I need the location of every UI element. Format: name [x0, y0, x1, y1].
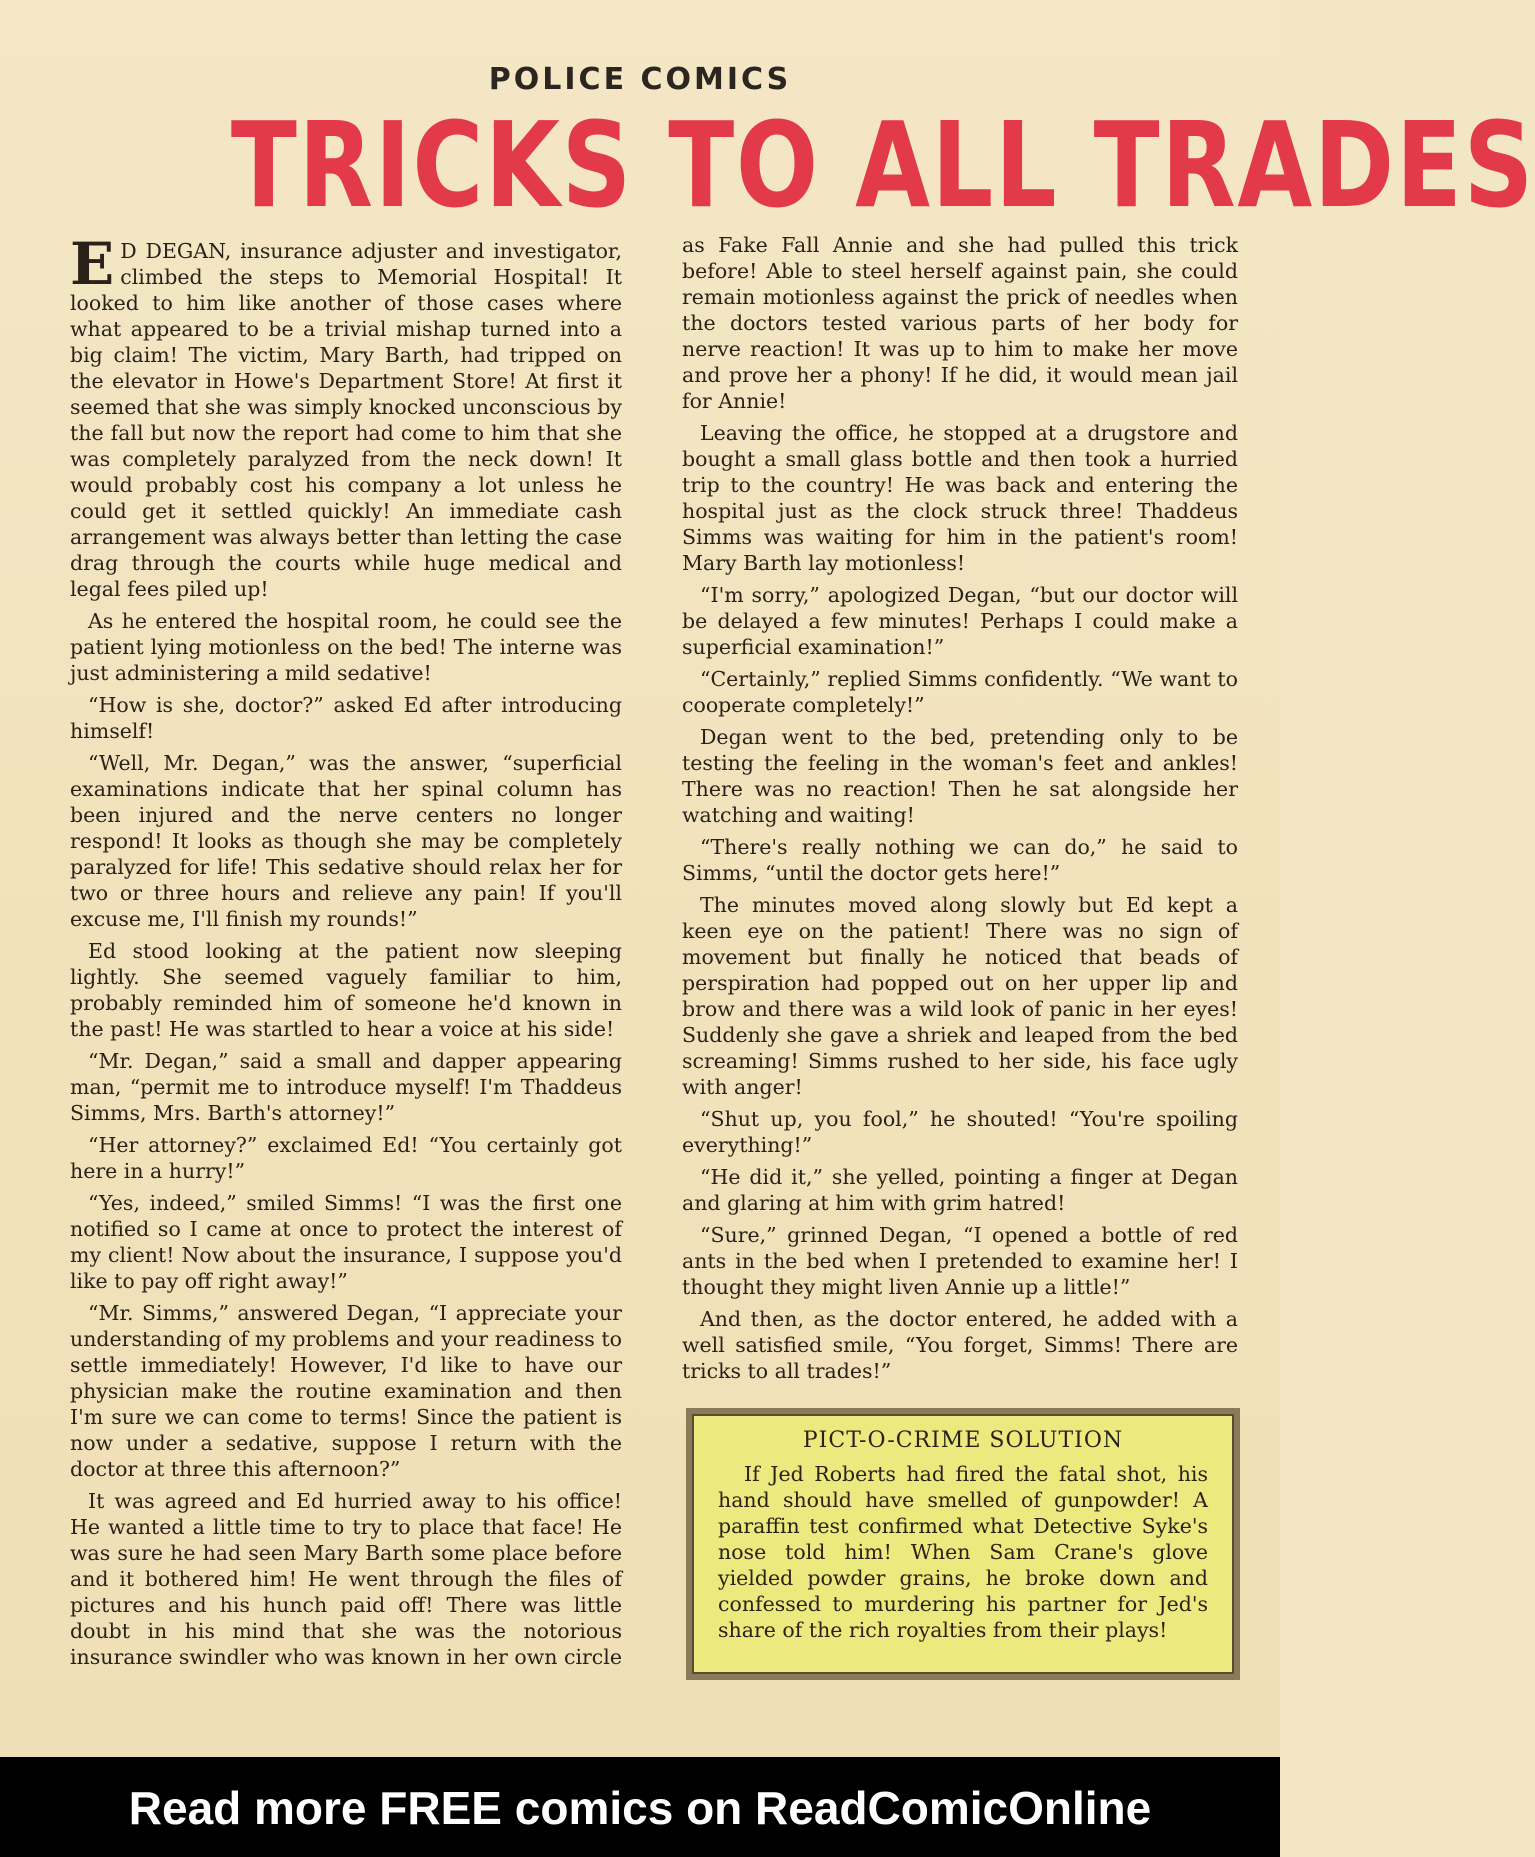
- story-column-left: [70, 230, 622, 1676]
- paragraph: Leaving the office, he stopped at a drugstore and bought a small glass bottle and then took a hurried trip to the country! He was back and entering the hospital just as the clock struck three! Thaddeus Simms was waiting for him in the patient's room! Mary Barth lay motionless!: [682, 421, 1238, 575]
- paragraph: It was agreed and Ed hurried away to his office! He wanted a little time to try to place that face! He was sure he had seen Mary Barth some place before and it bothered him! He went through the files of pictures and his hunch paid off! There was little doubt in his mind that she was the notorious insurance swindler who was known in her own circle: [70, 1489, 622, 1669]
- paragraph: “Her attorney?” exclaimed Ed! “You certainly got here in a hurry!”: [70, 1133, 622, 1183]
- solution-panel: [692, 1414, 1234, 1674]
- paragraph: Ed stood looking at the patient now sleeping lightly. She seemed vaguely familiar to him, probably reminded him of someone he'd known in the past! He was startled to hear a voice at his side!: [70, 939, 622, 1041]
- paragraph: Degan went to the bed, pretending only to be testing the feeling in the woman's feet and ankles! There was no reaction! Then he sat alongside her watching and waiting!: [682, 725, 1238, 827]
- paragraph: The minutes moved along slowly but Ed kept a keen eye on the patient! There was no sign of movement but finally he noticed that beads of perspiration had popped out on her upper lip and brow and there was a wild look of panic in her eyes! Suddenly she gave a shriek and leaped from the bed screaming! Simms rushed to her side, his face ugly with anger!: [682, 893, 1238, 1099]
- paragraph: As he entered the hospital room, he could see the patient lying motionless on the bed! The interne was just administering a mild sedative!: [70, 609, 622, 685]
- paragraph: And then, as the doctor entered, he added with a well satisfied smile, “You forget, Simms! There are tricks to all trades!”: [682, 1307, 1238, 1383]
- solution-text: If Jed Roberts had fired the fatal shot, his hand should have smelled of gunpowder! A paraffin test confirmed what Detective Syke's nose told him! When Sam Crane's glove yielded powder grains, he broke down and confessed to murdering his partner for Jed's share of the rich royalties from their plays!: [718, 1462, 1208, 1642]
- paragraph: “Yes, indeed,” smiled Simms! “I was the first one notified so I came at once to protect the interest of my client! Now about the insurance, I suppose you'd like to pay off right away!”: [70, 1191, 622, 1293]
- paragraph: “Sure,” grinned Degan, “I opened a bottle of red ants in the bed when I pretended to examine her! I thought they might liven Annie up a little!”: [682, 1223, 1238, 1299]
- paragraph: “Certainly,” replied Simms confidently. “We want to cooperate completely!”: [682, 667, 1238, 717]
- promo-banner[interactable]: [0, 1757, 1280, 1857]
- paragraph: as Fake Fall Annie and she had pulled this trick before! Able to steel herself against pain, she could remain motionless against the prick of needles when the doctors tested various parts of her body for nerve reaction! It was up to him to make her move and prove her a phony! If he did, it would mean jail for Annie!: [682, 233, 1238, 413]
- paragraph: “Well, Mr. Degan,” was the answer, “superficial examinations indicate that her spinal column has been injured and the nerve centers no longer respond! It looks as though she may be completely paralyzed for life! This sedative should relax her for two or three hours and relieve any pain! If you'll excuse me, I'll finish my rounds!”: [70, 751, 622, 931]
- paragraph: “I'm sorry,” apologized Degan, “but our doctor will be delayed a few minutes! Perhaps I could make a superficial examination!”: [682, 583, 1238, 659]
- paragraph: “He did it,” she yelled, pointing a finger at Degan and glaring at him with grim hatred!: [682, 1165, 1238, 1215]
- solution-heading: PICT-O-CRIME SOLUTION: [802, 1428, 1124, 1453]
- masthead: POLICE COMICS: [488, 62, 792, 97]
- paragraph: “Mr. Simms,” answered Degan, “I appreciate your understanding of my problems and your readiness to settle immediately! However, I'd like to have our physician make the routine examination and then I'm sure we can come to terms! Since the patient is now under a sedative, suppose I return with the doctor at three this afternoon?”: [70, 1301, 622, 1481]
- paragraph: E D DEGAN, insurance adjuster and investigator, climbed the steps to Memorial Hospital! It looked to him like another of those cases where what appeared to be a trivial mishap turned into a big claim! The victim, Mary Barth, had tripped on the elevator in Howe's Department Store! At first it seemed that she was simply knocked unconscious by the fall but now the report had come to him that she was completely paralyzed from the neck down! It would probably cost his company a lot unless he could get it settled quickly! An immediate cash arrangement was always better than letting the case drag through the courts while huge medical and legal fees piled up!: [70, 230, 622, 601]
- story-column-right: [682, 232, 1238, 1390]
- paragraph: “Mr. Degan,” said a small and dapper appearing man, “permit me to introduce myself! I'm Thaddeus Simms, Mrs. Barth's attorney!”: [70, 1049, 622, 1125]
- paragraph: “There's really nothing we can do,” he said to Simms, “until the doctor gets here!”: [682, 835, 1238, 885]
- story-title: TRICKS TO ALL TRADES: [230, 96, 1535, 234]
- pict-o-crime-solution-box: [686, 1408, 1240, 1680]
- paragraph: “How is she, doctor?” asked Ed after introducing himself!: [70, 693, 622, 743]
- promo-banner-text[interactable]: Read more FREE comics on ReadComicOnline: [128, 1782, 1152, 1834]
- paragraph: “Shut up, you fool,” he shouted! “You're spoiling everything!”: [682, 1107, 1238, 1157]
- drop-cap: E: [70, 230, 115, 298]
